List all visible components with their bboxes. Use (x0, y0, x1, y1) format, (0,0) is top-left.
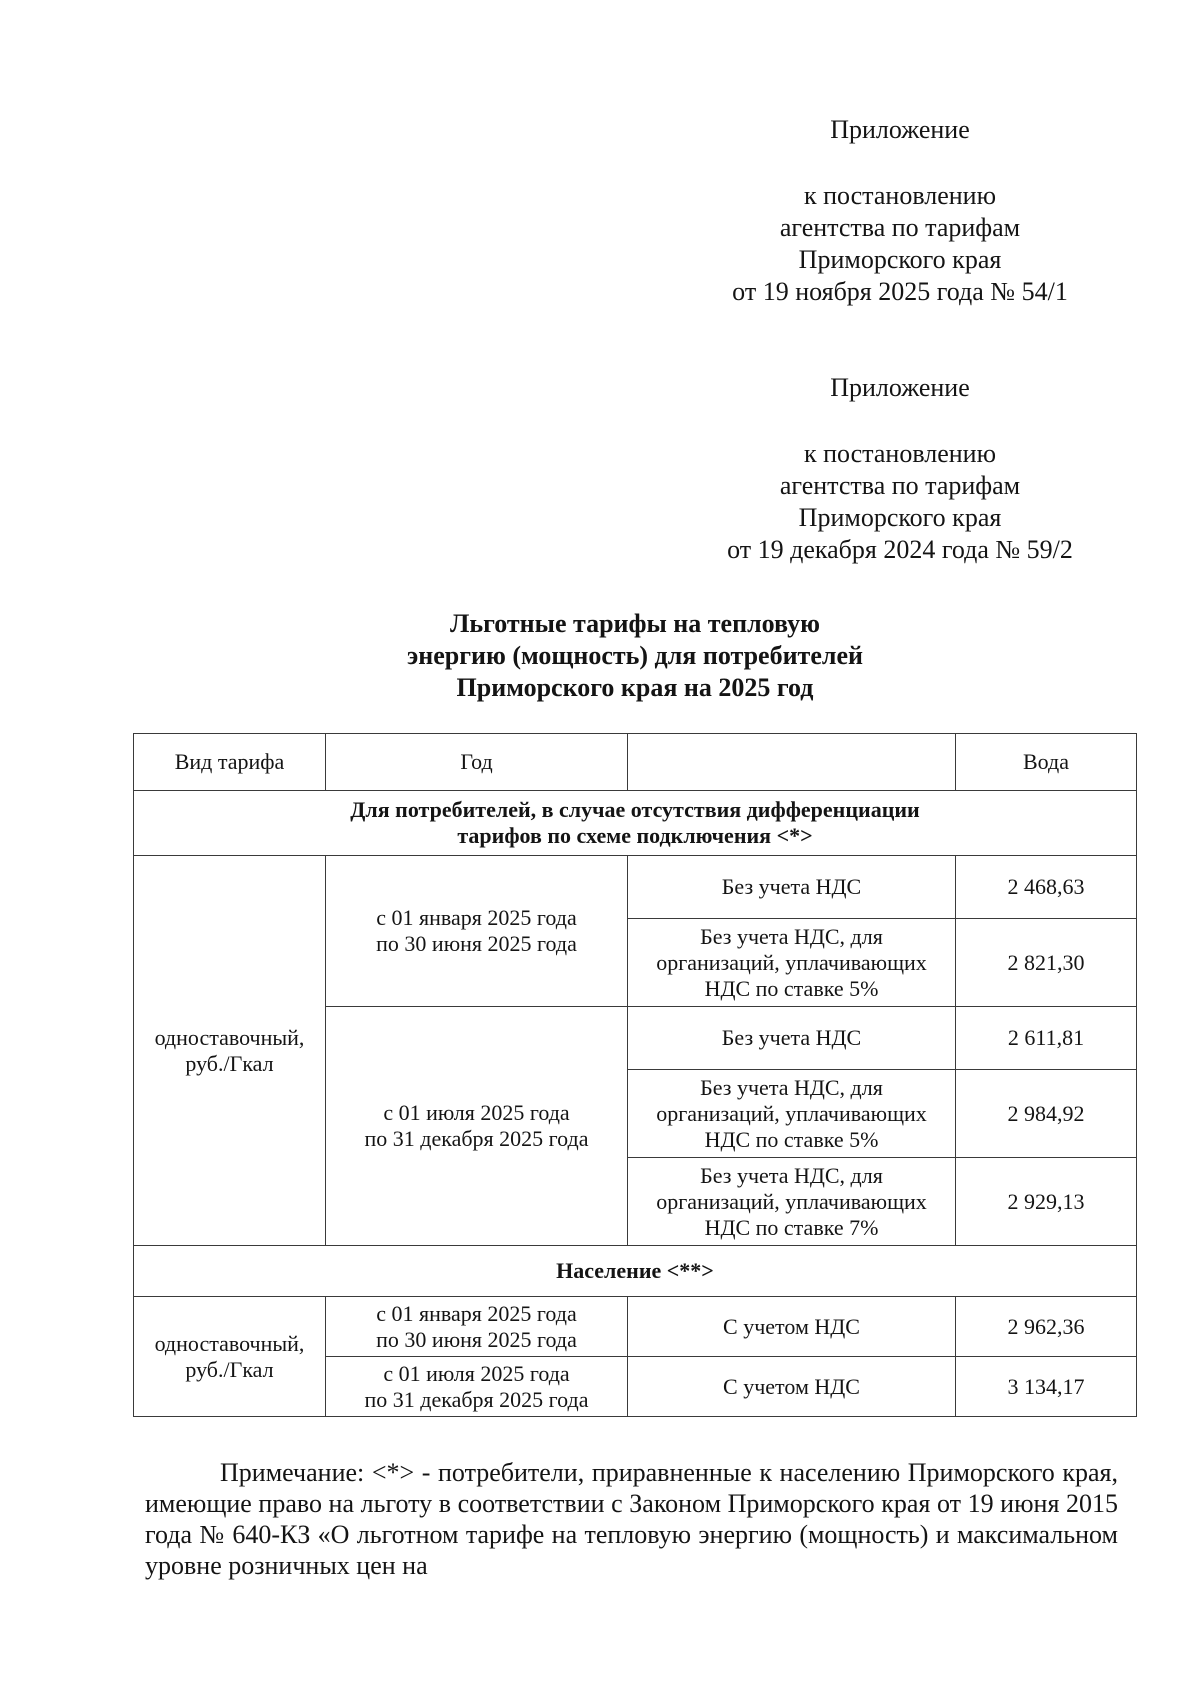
period-line: по 31 декабря 2025 года (364, 1386, 589, 1412)
tariff-type-cell (134, 856, 326, 1246)
section-header-population: Население <**> (134, 1246, 1137, 1297)
condition-line: организаций, уплачивающих (656, 1100, 927, 1126)
period-cell (326, 1007, 628, 1246)
appendix-line: Приморского края (798, 503, 1002, 532)
header-tariff-type: Вид тарифа (134, 734, 326, 791)
condition-line: организаций, уплачивающих (656, 949, 927, 975)
appendix-title: Приложение (830, 115, 970, 144)
condition-cell (628, 919, 956, 1007)
appendix-line: к постановлению (803, 181, 997, 210)
section-row (134, 1246, 1137, 1297)
condition-cell: С учетом НДС (628, 1297, 956, 1357)
condition-cell: Без учета НДС (628, 856, 956, 919)
section-line: тарифов по схеме подключения <*> (457, 823, 813, 848)
condition-cell (628, 1070, 956, 1158)
appendix-line: агентства по тарифам (779, 471, 1021, 500)
tariff-type-line: одноставочный, (154, 1024, 305, 1050)
period-line: с 01 июля 2025 года (383, 1360, 570, 1386)
period-line: по 30 июня 2025 года (376, 931, 577, 956)
section-header-consumers (134, 791, 1137, 856)
appendix-line: к постановлению (803, 439, 997, 468)
tariff-type-line: руб./Гкал (185, 1050, 274, 1076)
value-cell: 3 134,17 (956, 1357, 1137, 1417)
value-cell: 2 984,92 (956, 1070, 1137, 1158)
appendix-title: Приложение (830, 373, 970, 402)
tariff-type-line: одноставочный, (154, 1330, 305, 1356)
value-cell: 2 821,30 (956, 919, 1137, 1007)
value-cell: 2 611,81 (956, 1007, 1137, 1070)
document-title (300, 608, 970, 704)
period-line: по 31 декабря 2025 года (364, 1126, 589, 1151)
section-line: Для потребителей, в случае отсутствия дифференциации (350, 797, 920, 822)
tariff-type-line: руб./Гкал (185, 1356, 274, 1382)
condition-cell: Без учета НДС (628, 1007, 956, 1070)
period-cell (326, 856, 628, 1007)
condition-line: НДС по ставке 5% (704, 975, 879, 1001)
appendix-line: агентства по тарифам (779, 213, 1021, 242)
value-cell: 2 929,13 (956, 1158, 1137, 1246)
period-cell (326, 1357, 628, 1417)
condition-line: НДС по ставке 7% (704, 1214, 879, 1240)
period-line: с 01 января 2025 года (376, 1300, 577, 1326)
period-line: с 01 июля 2025 года (383, 1100, 570, 1125)
title-line: Льготные тарифы на тепловую (449, 609, 821, 638)
header-water: Вода (956, 734, 1137, 791)
value-cell: 2 962,36 (956, 1297, 1137, 1357)
section-row (134, 791, 1137, 856)
period-cell (326, 1297, 628, 1357)
value-cell: 2 468,63 (956, 856, 1137, 919)
condition-line: Без учета НДС, для (700, 923, 883, 949)
appendix-line: Приморского края (798, 245, 1002, 274)
title-line: Приморского края на 2025 год (456, 673, 814, 702)
condition-line: НДС по ставке 5% (704, 1126, 879, 1152)
title-line: энергию (мощность) для потребителей (407, 641, 863, 670)
period-line: с 01 января 2025 года (376, 905, 577, 930)
appendix-header-current (700, 114, 1100, 308)
period-line: по 30 июня 2025 года (376, 1326, 577, 1352)
appendix-header-previous (700, 372, 1100, 566)
footnote-paragraph: Примечание: <*> - потребители, приравненные к населению Приморского края, имеющие право на льготу в соответствии с Законом Приморского края от 19 июня 2015 года № 640-КЗ «О льготном тарифе на тепловую энергию (мощность) и максимальном уровне розничных цен на (145, 1458, 1118, 1580)
appendix-date-number: от 19 ноября 2025 года № 54/1 (732, 277, 1068, 306)
table-row (134, 1297, 1137, 1357)
header-blank (628, 734, 956, 791)
condition-cell: С учетом НДС (628, 1357, 956, 1417)
condition-line: Без учета НДС, для (700, 1162, 883, 1188)
condition-line: организаций, уплачивающих (656, 1188, 927, 1214)
table-row (134, 856, 1137, 919)
appendix-date-number: от 19 декабря 2024 года № 59/2 (727, 535, 1073, 564)
condition-line: Без учета НДС, для (700, 1074, 883, 1100)
condition-cell (628, 1158, 956, 1246)
tariff-type-cell (134, 1297, 326, 1417)
header-year: Год (326, 734, 628, 791)
tariff-table (133, 733, 1137, 1417)
table-header-row (134, 734, 1137, 791)
